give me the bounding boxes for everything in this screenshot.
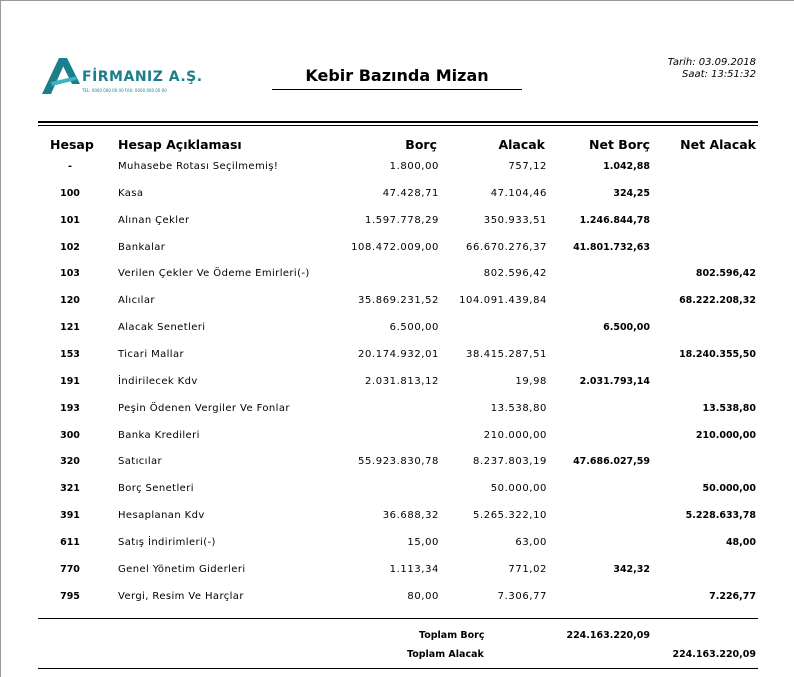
account-code: 770: [60, 563, 80, 575]
account-code: 320: [60, 456, 80, 468]
account-code: 103: [60, 268, 80, 280]
table-row: [38, 215, 758, 229]
account-code: 193: [60, 402, 80, 414]
table-row: [38, 349, 758, 363]
credit-value: 7.306,77: [497, 590, 547, 602]
debit-value: 6.500,00: [389, 322, 439, 334]
company-name: FİRMANIZ A.Ş.: [82, 69, 203, 85]
account-description: Borç Senetleri: [118, 483, 194, 495]
header-rule-thin: [38, 125, 758, 126]
debit-value: 55.923.830,78: [358, 456, 439, 468]
credit-value: 771,02: [508, 563, 547, 575]
account-description: Satıcılar: [118, 456, 163, 468]
table-row: [38, 564, 758, 578]
report-title: Kebir Bazında Mizan: [305, 66, 489, 85]
net-debit-value: 324,25: [613, 187, 650, 199]
credit-value: 757,12: [508, 161, 547, 172]
account-description: Vergi, Resim Ve Harçlar: [118, 590, 244, 602]
total-borc-label: Toplam Borç: [419, 630, 485, 641]
table-row: [38, 456, 758, 470]
debit-value: 47.428,71: [382, 187, 439, 199]
column-header-borc: Borç: [405, 137, 437, 152]
net-debit-value: 6.500,00: [603, 322, 650, 334]
credit-value: 13.538,80: [490, 402, 547, 414]
column-header-hesap: Hesap: [50, 137, 94, 152]
logo-mark-icon: [42, 58, 82, 94]
account-code: 391: [60, 510, 80, 522]
account-description: Peşin Ödenen Vergiler Ve Fonlar: [118, 402, 290, 414]
page-border-top: [0, 0, 794, 1]
company-contact: TEL: 0000 000 00 00 FAX: 0000 000 00 00: [82, 88, 167, 93]
table-row: [38, 483, 758, 497]
account-code: 120: [60, 295, 80, 307]
table-row: [38, 268, 758, 282]
account-code: 191: [60, 375, 80, 387]
credit-value: 38.415.287,51: [466, 348, 547, 360]
account-code: 102: [60, 241, 80, 253]
table-row: [38, 376, 758, 390]
debit-value: 1.113,34: [389, 563, 439, 575]
account-description: Ticari Mallar: [118, 348, 185, 360]
credit-value: 104.091.439,84: [459, 295, 547, 307]
net-credit-value: 68.222.208,32: [679, 295, 756, 307]
credit-value: 802.596,42: [483, 268, 547, 280]
net-credit-value: 50.000,00: [702, 483, 756, 495]
account-description: Alacak Senetleri: [118, 322, 206, 334]
net-debit-value: 2.031.793,14: [579, 375, 650, 387]
table-row: [38, 161, 758, 175]
debit-value: 2.031.813,12: [365, 375, 439, 387]
debit-value: 1.597.778,29: [365, 214, 439, 226]
net-credit-value: 7.226,77: [709, 590, 756, 602]
table-row: [38, 537, 758, 551]
account-description: Bankalar: [118, 241, 166, 253]
report-meta: [668, 57, 756, 81]
credit-value: 50.000,00: [490, 483, 547, 495]
account-description: Alıcılar: [118, 295, 155, 307]
table-row: [38, 430, 758, 444]
net-credit-value: 18.240.355,50: [679, 348, 756, 360]
account-description: Kasa: [118, 187, 144, 199]
column-header-net-alacak: Net Alacak: [680, 137, 756, 152]
debit-value: 1.800,00: [389, 161, 439, 172]
net-credit-value: 48,00: [725, 536, 756, 548]
table-row: [38, 322, 758, 336]
account-description: Alınan Çekler: [118, 214, 190, 226]
account-code: 321: [60, 483, 80, 495]
account-description: Banka Kredileri: [118, 429, 200, 441]
credit-value: 66.670.276,37: [466, 241, 547, 253]
title-underline: [272, 89, 522, 90]
table-row: [38, 188, 758, 202]
credit-value: 8.237.803,19: [473, 456, 547, 468]
net-debit-value: 41.801.732,63: [573, 241, 650, 253]
account-code: 121: [60, 322, 80, 334]
credit-value: 63,00: [515, 536, 547, 548]
table-row: [38, 295, 758, 309]
account-code: 611: [60, 536, 80, 548]
report-date: Tarih: 03.09.2018: [667, 57, 756, 68]
report-time: Saat: 13:51:32: [682, 69, 756, 80]
table-row: [38, 403, 758, 417]
table-row: [38, 242, 758, 256]
net-credit-value: 802.596,42: [695, 268, 756, 280]
credit-value: 350.933,51: [483, 214, 547, 226]
debit-value: 35.869.231,52: [358, 295, 439, 307]
total-borc-value: 224.163.220,09: [566, 630, 650, 641]
account-description: Satış İndirimleri(-): [118, 536, 216, 548]
table-row: [38, 591, 758, 605]
account-description: Genel Yönetim Giderleri: [118, 563, 246, 575]
debit-value: 80,00: [407, 590, 439, 602]
credit-value: 5.265.322,10: [473, 510, 547, 522]
column-header-alacak: Alacak: [498, 137, 545, 152]
table-row: [38, 510, 758, 524]
credit-value: 210.000,00: [483, 429, 547, 441]
totals-rule-top: [38, 618, 758, 619]
total-alacak-value: 224.163.220,09: [672, 649, 756, 660]
account-description: Muhasebe Rotası Seçilmemiş!: [118, 161, 279, 172]
debit-value: 20.174.932,01: [358, 348, 439, 360]
account-code: 300: [60, 429, 80, 441]
net-credit-value: 210.000,00: [695, 429, 756, 441]
account-code: 153: [60, 348, 80, 360]
net-credit-value: 5.228.633,78: [685, 510, 756, 522]
debit-value: 36.688,32: [382, 510, 439, 522]
account-code: 101: [60, 214, 80, 226]
net-debit-value: 1.042,88: [603, 161, 650, 172]
debit-value: 15,00: [407, 536, 439, 548]
column-header-net-borc: Net Borç: [589, 137, 650, 152]
page-border-left: [0, 0, 1, 677]
account-code: 795: [60, 590, 80, 602]
account-code: -: [68, 161, 72, 172]
account-description: İndirilecek Kdv: [118, 375, 198, 387]
credit-value: 47.104,46: [490, 187, 547, 199]
header-rule-thick: [38, 121, 758, 123]
net-debit-value: 342,32: [613, 563, 650, 575]
credit-value: 19,98: [515, 375, 547, 387]
account-description: Verilen Çekler Ve Ödeme Emirleri(-): [118, 268, 310, 280]
totals-rule-bottom: [38, 668, 758, 669]
column-header-description: Hesap Açıklaması: [118, 137, 242, 152]
company-logo: [42, 58, 203, 98]
debit-value: 108.472.009,00: [351, 241, 439, 253]
account-description: Hesaplanan Kdv: [118, 510, 205, 522]
net-credit-value: 13.538,80: [702, 402, 756, 414]
net-debit-value: 47.686.027,59: [573, 456, 650, 468]
total-alacak-label: Toplam Alacak: [407, 649, 484, 660]
net-debit-value: 1.246.844,78: [579, 214, 650, 226]
account-code: 100: [60, 187, 80, 199]
